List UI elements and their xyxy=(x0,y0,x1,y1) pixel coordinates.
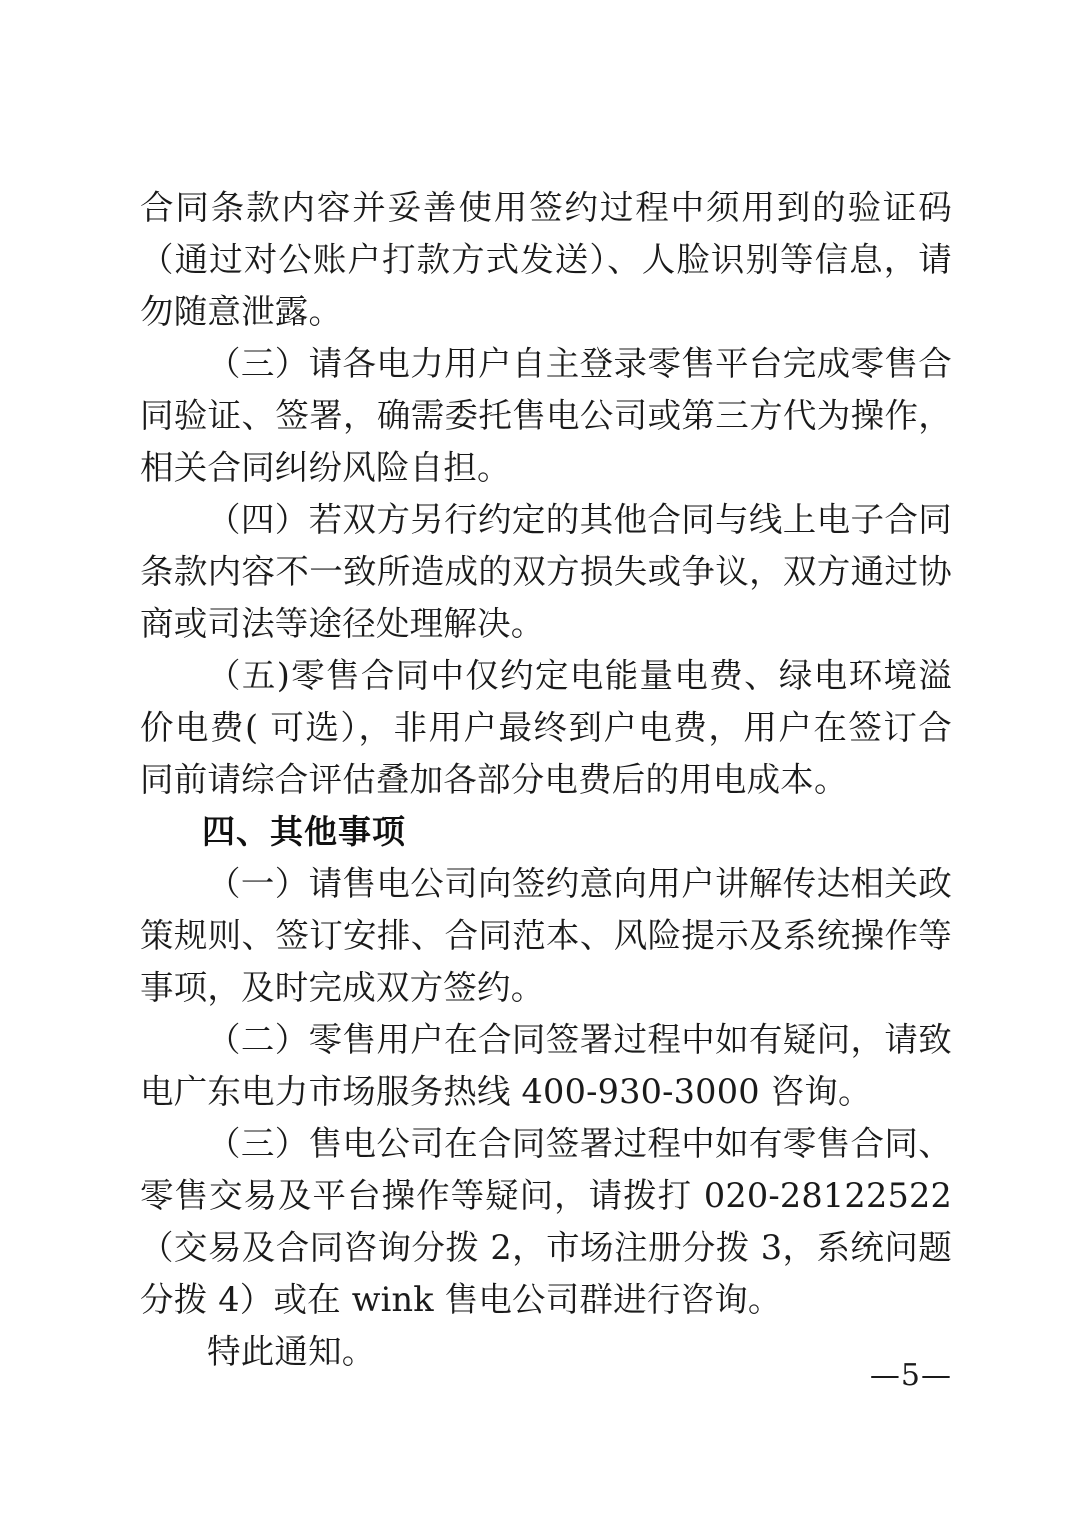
paragraph-item-3-section-3: （三）请各电力用户自主登录零售平台完成零售合同验证、签署，确需委托售电公司或第三方代为操作，相关合同纠纷风险自担。 xyxy=(140,344,952,487)
page-number: —5— xyxy=(869,1358,952,1393)
section-heading-other-matters: 四、其他事项 xyxy=(202,812,406,851)
paragraph-item-5-section-3: （五)零售合同中仅约定电能量电费、绿电环境溢价电费( 可选），非用户最终到户电费，用户在签订合同前请综合评估叠加各部分电费后的用电成本。 xyxy=(140,656,952,799)
paragraph-item-4-section-3: （四）若双方另行约定的其他合同与线上电子合同条款内容不一致所造成的双方损失或争议，双方通过协商或司法等途径处理解决。 xyxy=(140,500,952,643)
paragraph-item-1-section-4: （一）请售电公司向签约意向用户讲解传达相关政策规则、签订安排、合同范本、风险提示及系统操作等事项，及时完成双方签约。 xyxy=(140,864,952,1007)
document-body xyxy=(140,182,952,1378)
paragraph-closing-notice: 特此通知。 xyxy=(207,1332,376,1371)
paragraph-continuation: 合同条款内容并妥善使用签约过程中须用到的验证码（通过对公账户打款方式发送）、人脸识别等信息，请勿随意泄露。 xyxy=(140,188,952,331)
paragraph-item-2-section-4: （二）零售用户在合同签署过程中如有疑问，请致电广东电力市场服务热线 400-930-3000 咨询。 xyxy=(140,1020,952,1111)
paragraph-item-3-section-4: （三）售电公司在合同签署过程中如有零售合同、零售交易及平台操作等疑问，请拨打 020-28122522（交易及合同咨询分拨 2，市场注册分拨 3，系统问题分拨 4）或在 wink 售电公司群进行咨询。 xyxy=(140,1124,952,1319)
